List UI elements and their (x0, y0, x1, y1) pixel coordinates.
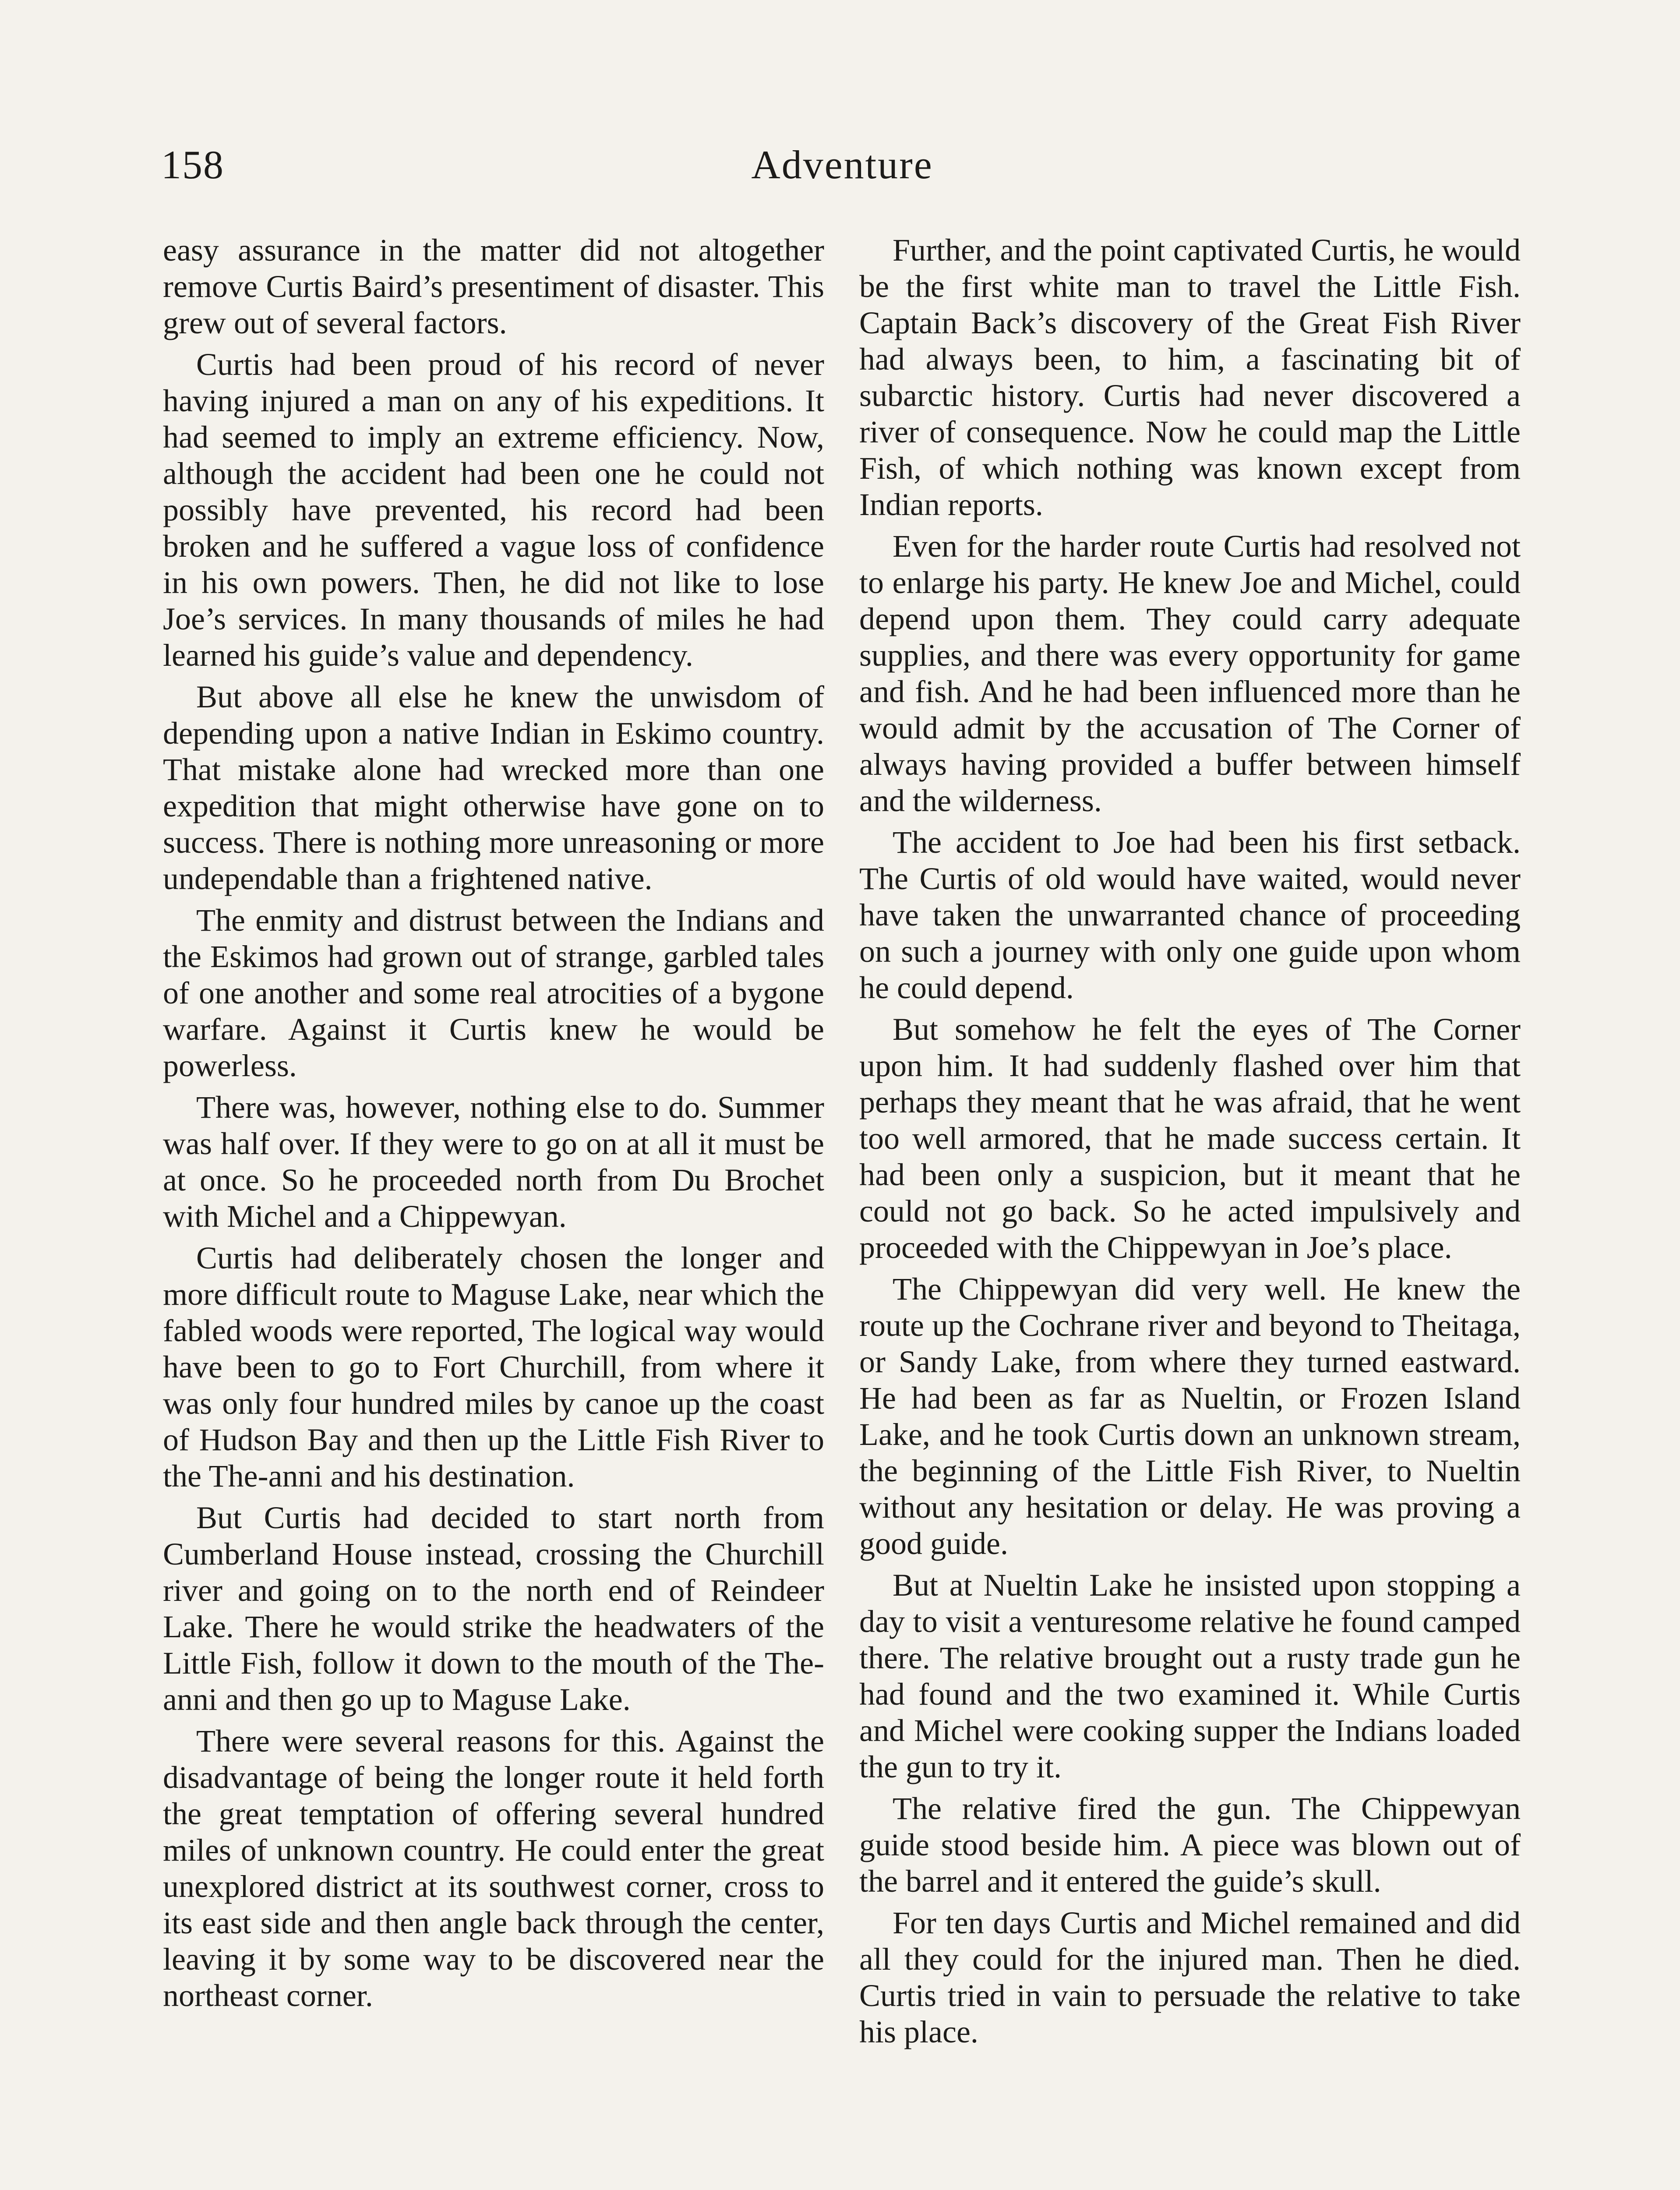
paragraph: But Curtis had decided to start north from Cumberland House instead, crossing the Churchill river and going on to the north end of Reindeer Lake. There he would strike the headwaters of the Little Fish, follow it down to the mouth of the The-anni and then go up to Maguse Lake. (163, 1500, 824, 1717)
paragraph: Further, and the point captivated Curtis, he would be the first white man to travel the Little Fish. Captain Back’s discovery of the Great Fish River had always been, to him, a fascinating bit of subarctic history. Curtis had never discovered a river of consequence. Now he could map the Little Fish, of which nothing was known except from Indian reports. (859, 233, 1521, 522)
paragraph: The Chippewyan did very well. He knew the route up the Cochrane river and beyond to Theitaga, or Sandy Lake, from where they turned eastward. He had been as far as Nueltin, or Frozen Island Lake, and he took Curtis down an unknown stream, the beginning of the Little Fish River, to Nueltin without any hesitation or delay. He was proving a good guide. (859, 1272, 1521, 1561)
paragraph: The relative fired the gun. The Chippewyan guide stood beside him. A piece was blown out of the barrel and it entered the guide’s skull. (859, 1791, 1521, 1899)
paragraph: Even for the harder route Curtis had resolved not to enlarge his party. He knew Joe and Michel, could depend upon them. They could carry adequate supplies, and there was every opportunity for game and fish. And he had been influenced more than he would admit by the accusation of The Corner of always having provided a buffer between himself and the wilderness. (859, 529, 1521, 818)
right-column (859, 232, 1521, 2056)
paragraph: The enmity and distrust between the Indians and the Eskimos had grown out of strange, garbled tales of one another and some real atrocities of a bygone warfare. Against it Curtis knew he would be powerless. (163, 903, 824, 1083)
paragraph: But somehow he felt the eyes of The Corner upon him. It had suddenly flashed over him that perhaps they meant that he was afraid, that he went too well armored, that he made success certain. It had been only a suspicion, but it meant that he could not go back. So he acted impulsively and proceeded with the Chippewyan in Joe’s place. (859, 1012, 1521, 1265)
paragraph: Curtis had deliberately chosen the longer and more difficult route to Maguse Lake, near which the fabled woods were reported, The logical way would have been to go to Fort Churchill, from where it was only four hundred miles by canoe up the coast of Hudson Bay and then up the Little Fish River to the The-anni and his destination. (163, 1240, 824, 1494)
paragraph: For ten days Curtis and Michel remained and did all they could for the injured man. Then he died. Curtis tried in vain to persuade the relative to take his place. (859, 1905, 1521, 2049)
paragraph: There was, however, nothing else to do. Summer was half over. If they were to go on at all it must be at once. So he proceeded north from Du Brochet with Michel and a Chippewyan. (163, 1090, 824, 1234)
running-title: Adventure (751, 142, 933, 187)
page-header (161, 142, 1523, 197)
paragraph: But above all else he knew the unwisdom of depending upon a native Indian in Eskimo country. That mistake alone had wrecked more than one expedition that might otherwise have gone on to success. There is nothing more unreasoning or more undependable than a frightened native. (163, 679, 824, 896)
paragraph: But at Nueltin Lake he insisted upon stopping a day to visit a venturesome relative he found camped there. The relative brought out a rusty trade gun he had found and the two examined it. While Curtis and Michel were cooking supper the Indians loaded the gun to try it. (859, 1568, 1521, 1784)
paragraph: easy assurance in the matter did not altogether remove Curtis Baird’s presentiment of disaster. This grew out of several factors. (163, 233, 824, 340)
paragraph: There were several reasons for this. Against the disadvantage of being the longer route it held forth the great temptation of offering several hundred miles of unknown country. He could enter the great unexplored district at its southwest corner, cross to its east side and then angle back through the center, leaving it by some way to be discovered near the northeast corner. (163, 1724, 824, 2013)
paragraph: Curtis had been proud of his record of never having injured a man on any of his expeditions. It had seemed to imply an extreme efficiency. Now, although the accident had been one he could not possibly have prevented, his record had been broken and he suffered a vague loss of confidence in his own powers. Then, he did not like to lose Joe’s services. In many thousands of miles he had learned his guide’s value and dependency. (163, 347, 824, 673)
left-column (163, 232, 824, 2019)
page-number: 158 (161, 142, 224, 187)
paragraph: The accident to Joe had been his first setback. The Curtis of old would have waited, would never have taken the unwarranted chance of proceeding on such a journey with only one guide upon whom he could depend. (859, 825, 1521, 1005)
